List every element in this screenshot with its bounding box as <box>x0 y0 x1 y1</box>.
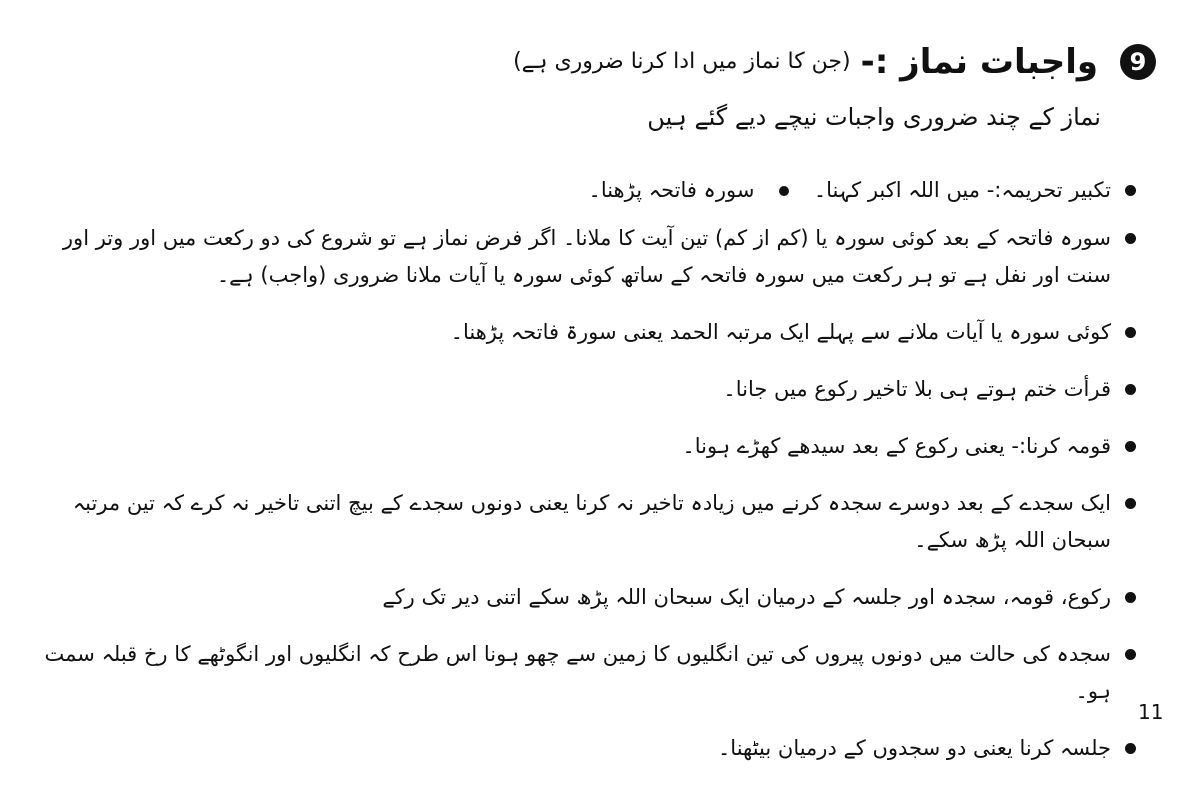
bullet-icon <box>1125 592 1136 603</box>
list-item-text: جلسہ کرنا یعنی دو سجدوں کے درمیان بیٹھنا۔ <box>717 736 1111 760</box>
section-header <box>46 38 1156 86</box>
list-item <box>36 485 1136 559</box>
list-item-text-part: سورہ فاتحہ پڑھنا۔ <box>588 178 755 202</box>
list-item <box>36 636 1136 710</box>
section-number: 9 <box>1129 48 1147 76</box>
bullet-icon <box>1125 327 1136 338</box>
list-item <box>36 428 1136 465</box>
list-item <box>36 314 1136 351</box>
page-number: 11 <box>1138 700 1164 724</box>
list-item <box>36 730 1136 767</box>
wajibat-list <box>36 172 1136 787</box>
section-number-badge <box>1120 44 1156 80</box>
list-item-text: رکوع، قومہ، سجدہ اور جلسہ کے درمیان ایک سبحان اللہ پڑھ سکے اتنی دیر تک رکے <box>382 585 1111 609</box>
list-item <box>36 220 1136 294</box>
intro-text: نماز کے چند ضروری واجبات نیچے دیے گئے ہیں <box>647 103 1101 131</box>
list-item-text: قومہ کرنا:- یعنی رکوع کے بعد سیدھے کھڑے ہونا۔ <box>682 434 1111 458</box>
list-item-text: ایک سجدے کے بعد دوسرے سجدہ کرنے میں زیادہ تاخیر نہ کرنا یعنی دونوں سجدے کے بیچ اتنی تاخیر نہ کرے کہ تین مرتبہ سبحان اللہ پڑھ سکے۔ <box>72 491 1111 552</box>
list-item-text: سورہ فاتحہ کے بعد کوئی سورہ یا (کم از کم) تین آیت کا ملانا۔ اگر فرض نماز ہے تو شروع کی دو رکعت میں اور وتر اور سنت اور نفل ہے تو ہر رکعت میں سورہ فاتحہ کے ساتھ کوئی سورہ یا آیات ملانا ضروری (واجب) ہے۔ <box>62 226 1111 287</box>
list-item-text: سجدہ کی حالت میں دونوں پیروں کی تین انگلیوں کا زمین سے چھو ہونا اس طرح کہ انگلیوں اور انگوٹھے کا رخ قبلہ سمت ہو۔ <box>44 642 1111 703</box>
list-item-text-part: تکبیر تحریمہ:- میں اللہ اکبر کہنا۔ <box>813 178 1111 202</box>
bullet-icon <box>1125 233 1136 244</box>
list-item-text: قرأت ختم ہوتے ہی بلا تاخیر رکوع میں جانا۔ <box>723 377 1111 401</box>
list-item-text: کوئی سورہ یا آیات ملانے سے پہلے ایک مرتبہ الحمد یعنی سورۃ فاتحہ پڑھنا۔ <box>450 320 1111 344</box>
bullet-icon <box>1125 185 1136 196</box>
section-subtitle: (جن کا نماز میں ادا کرنا ضروری ہے) <box>513 49 851 74</box>
bullet-icon <box>779 186 789 196</box>
bullet-icon <box>1125 743 1136 754</box>
bullet-icon <box>1125 498 1136 509</box>
list-item-text <box>36 172 1111 209</box>
bullet-icon <box>1125 649 1136 660</box>
list-item <box>36 579 1136 616</box>
bullet-icon <box>1125 384 1136 395</box>
list-item <box>36 371 1136 408</box>
list-item <box>36 172 1136 209</box>
section-title: واجبات نماز :- <box>860 42 1098 82</box>
bullet-icon <box>1125 441 1136 452</box>
